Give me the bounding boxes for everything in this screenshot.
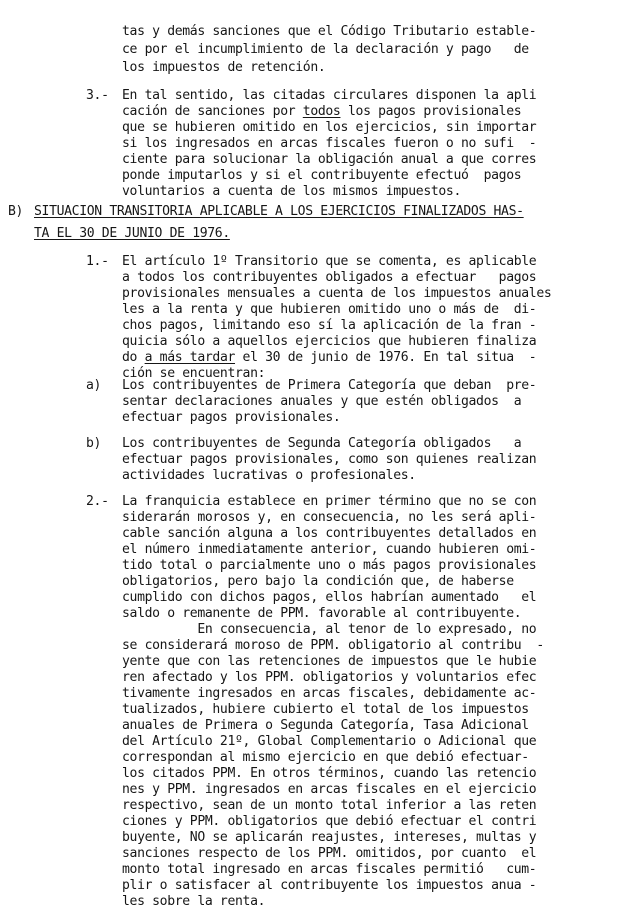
item-2-line: La franquicia establece en primer término que no se con	[122, 494, 537, 509]
paragraph-line: En consecuencia, al tenor de lo expresado, no	[122, 622, 537, 637]
paragraph-line: buyente, NO se aplicarán reajustes, intereses, multas y	[122, 830, 537, 845]
sub-letter: a)	[86, 378, 102, 393]
paragraph-line: correspondan al mismo ejercicio en que debió efectuar-	[122, 750, 529, 765]
paragraph-line: ciones y PPM. obligatorios que debió efectuar el contri	[122, 814, 537, 829]
sub-b-line: Los contribuyentes de Segunda Categoría obligados a	[122, 436, 522, 451]
paragraph-line: respectivo, sean de un monto total inferior a las reten	[122, 798, 537, 813]
section-heading: SITUACION TRANSITORIA APLICABLE A LOS EJERCICIOS FINALIZADOS HAS-	[34, 204, 524, 219]
intro-line: tas y demás sanciones que el Código Tributario estable-	[122, 24, 537, 39]
item-1-line: El artículo 1º Transitorio que se comenta, es aplicable	[122, 254, 537, 269]
intro-line: ce por el incumplimiento de la declaración y pago de	[122, 42, 529, 57]
sub-a-line: sentar declaraciones anuales y que estén obligados a	[122, 394, 522, 409]
paragraph-line: anuales de Primera o Segunda Categoría, Tasa Adicional	[122, 718, 529, 733]
section-heading: TA EL 30 DE JUNIO DE 1976.	[34, 226, 230, 241]
item-3-line	[122, 104, 521, 119]
paragraph-line: se considerará moroso de PPM. obligatorio al contribu -	[122, 638, 544, 653]
item-number: 2.-	[86, 494, 109, 509]
paragraph-line: tivamente ingresados en arcas fiscales, debidamente ac-	[122, 686, 537, 701]
item-1-line: provisionales mensuales a cuenta de los impuestos anuales	[122, 286, 552, 301]
item-1-line	[122, 350, 536, 365]
paragraph-line: nes y PPM. ingresados en arcas fiscales en el ejercicio	[122, 782, 537, 797]
sub-a-line: efectuar pagos provisionales.	[122, 410, 341, 425]
item-number: 1.-	[86, 254, 109, 269]
item-3-line: ciente para solucionar la obligación anual a que corres	[122, 152, 537, 167]
intro-line: los impuestos de retención.	[122, 60, 326, 75]
underlined-todos: todos	[302, 104, 341, 119]
sub-a-line: Los contribuyentes de Primera Categoría que deban pre-	[122, 378, 537, 393]
item-2-line: cumplido con dichos pagos, ellos habrían aumentado el	[122, 590, 537, 605]
item-1-line: ción se encuentran:	[122, 366, 266, 381]
paragraph-line: sanciones respecto de los PPM. omitidos, por cuanto el	[122, 846, 537, 861]
item-1-text: do	[122, 350, 145, 365]
item-1-line: chos pagos, limitando eso sí la aplicación de la fran -	[122, 318, 537, 333]
item-3-line: voluntarios a cuenta de los mismos impuestos.	[122, 184, 461, 199]
underlined-a-mas-tardar: a más tardar	[144, 350, 236, 365]
sub-b-line: actividades lucrativas o profesionales.	[122, 468, 416, 483]
item-2-line: siderarán morosos y, en consecuencia, no les será apli-	[122, 510, 537, 525]
paragraph-line: ren afectado y los PPM. obligatorios y voluntarios efec	[122, 670, 537, 685]
item-1-line: quicia sólo a aquellos ejercicios que hubieren finaliza	[122, 334, 537, 349]
sub-b-line: efectuar pagos provisionales, como son quienes realizan	[122, 452, 537, 467]
item-number: 3.-	[86, 88, 109, 103]
paragraph-line: tualizados, hubiere cubierto el total de los impuestos	[122, 702, 529, 717]
paragraph-line: los citados PPM. En otros términos, cuando las retencio	[122, 766, 537, 781]
item-3-line: que se hubieren omitido en los ejercicios, sin importar	[122, 120, 537, 135]
paragraph-line: les sobre la renta.	[122, 894, 266, 909]
item-3-text: los pagos provisionales	[340, 104, 522, 119]
paragraph-line: plir o satisfacer al contribuyente los impuestos anua -	[122, 878, 537, 893]
item-1-line: a todos los contribuyentes obligados a efectuar pagos	[122, 270, 537, 285]
sub-letter: b)	[86, 436, 102, 451]
item-2-line: el número inmediatamente anterior, cuando hubieren omi-	[122, 542, 537, 557]
item-1-line: les a la renta y que hubieren omitido uno o más de di-	[122, 302, 537, 317]
paragraph-line: yente que con las retenciones de impuestos que le hubie	[122, 654, 537, 669]
item-3-line: En tal sentido, las citadas circulares disponen la apli	[122, 88, 537, 103]
item-3-text: cación de sanciones por	[122, 104, 303, 119]
item-3-line: ponde imputarlos y si el contribuyente efectuó pagos	[122, 168, 522, 183]
item-2-line: obligatorios, pero bajo la condición que, de haberse	[122, 574, 514, 589]
item-2-line: saldo o remanente de PPM. favorable al contribuyente.	[122, 606, 522, 621]
section-letter: B)	[8, 204, 24, 219]
paragraph-line: monto total ingresado en arcas fiscales permitió cum-	[122, 862, 537, 877]
item-1-text: el 30 de junio de 1976. En tal situa -	[235, 350, 537, 365]
paragraph-line: del Artículo 21º, Global Complementario o Adicional que	[122, 734, 537, 749]
item-2-line: tido total o parcialmente uno o más pagos provisionales	[122, 558, 537, 573]
item-3-line: si los ingresados en arcas fiscales fueron o no sufi -	[122, 136, 537, 151]
item-2-line: cable sanción alguna a los contribuyentes detallados en	[122, 526, 537, 541]
